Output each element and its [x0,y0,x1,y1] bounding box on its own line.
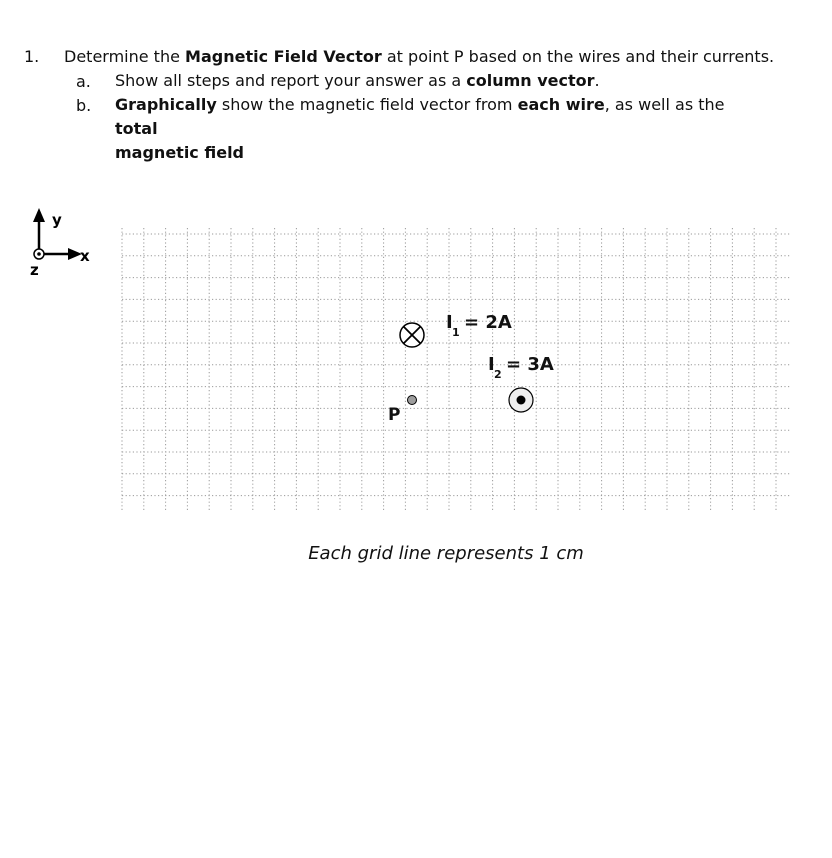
question-number: 1. [24,47,40,66]
wire-2-subscript: 2 [494,368,502,381]
wire-2-current-value: = 3A [506,354,554,375]
wire-1-current-value: = 2A [464,312,512,333]
question-intro: Determine the Magnetic Field Vector at point P based on the wires and their currents. [64,47,775,66]
z-axis-label: z [30,261,39,276]
point-p-marker [408,396,417,405]
item-a-marker: a. [76,72,91,91]
grid-scale-caption: Each grid line represents 1 cm [308,543,584,564]
wire-1-into-page-icon [400,323,424,347]
wire-2-out-of-page-icon [509,388,533,412]
y-axis-label: y [52,211,62,229]
wire-1-current-symbol: I [446,312,453,333]
grid-lines [122,228,790,510]
item-b-marker: b. [76,96,92,115]
wire-2-current-symbol: I [488,354,495,375]
wire-1-subscript: 1 [452,326,460,339]
item-a-text: Show all steps and report your answer as a column vector. [115,71,600,90]
point-p-label: P [388,405,401,425]
x-axis-label: x [80,247,90,265]
item-b-text: Graphically show the magnetic field vector from each wire, as well as the total magnetic field [115,95,725,162]
